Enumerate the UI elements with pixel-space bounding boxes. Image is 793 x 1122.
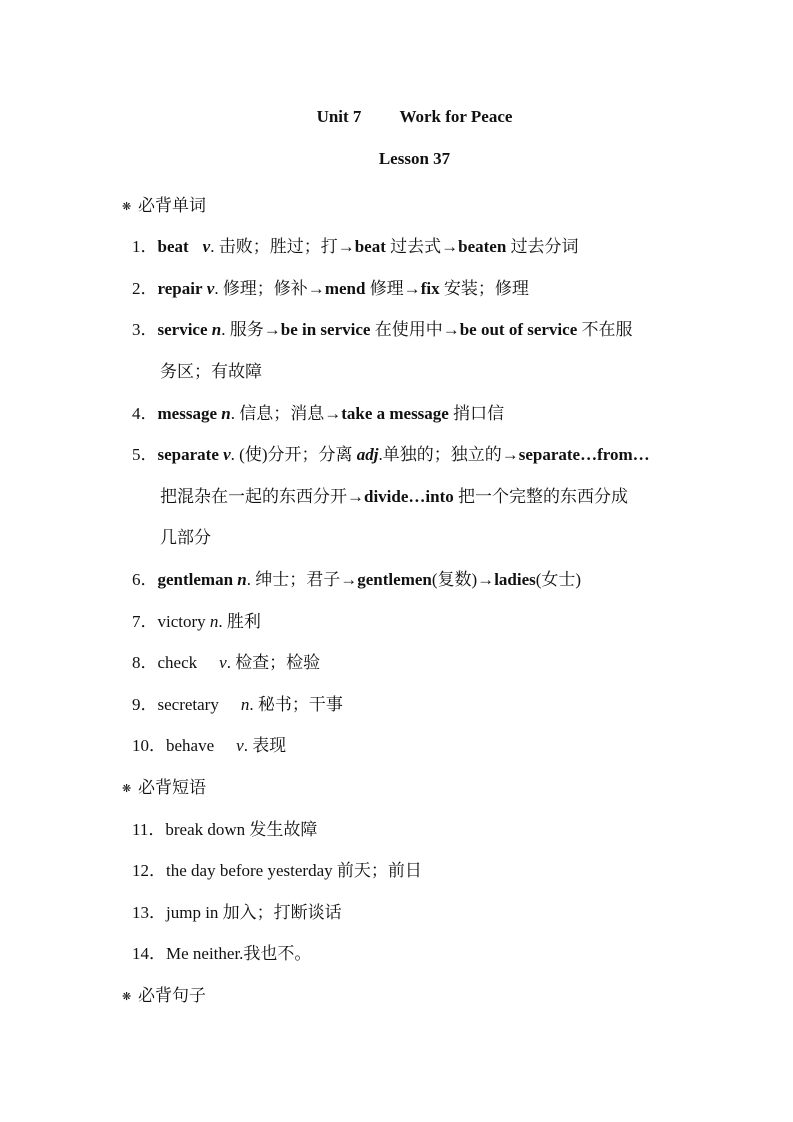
part-of-speech: v	[236, 736, 244, 755]
vocab-item-service-continued: 务区；有故障	[160, 362, 262, 381]
vocab-definition: . 秘书；干事	[249, 695, 343, 714]
item-number: 10．	[132, 736, 166, 755]
phrase-item	[132, 898, 342, 923]
unit-number: Unit 7	[316, 107, 362, 126]
vocab-form: separate…from…	[518, 445, 650, 464]
vocab-term: gentleman	[157, 570, 234, 589]
vocab-item-service	[132, 315, 633, 340]
phrase-text: the day before yesterday 前天；前日	[166, 861, 422, 880]
vocab-term: behave	[166, 736, 215, 755]
item-number: 2．	[132, 279, 158, 298]
vocab-definition: . 表现	[243, 736, 287, 755]
part-of-speech: v	[206, 279, 215, 298]
item-number: 3．	[132, 320, 158, 339]
vocab-item-behave	[132, 731, 286, 756]
vocab-form: take a message	[341, 404, 449, 423]
vocab-item-secretary	[132, 690, 343, 715]
vocab-definition: . 修理；修补→	[214, 279, 325, 298]
vocab-definition: . 绅士；君子→	[246, 570, 358, 589]
vocab-definition: . 胜利	[218, 612, 261, 631]
vocab-item-victory	[132, 607, 261, 632]
vocab-term: message	[157, 404, 217, 423]
vocab-form-note: 过去分词	[506, 237, 579, 256]
phrase-item	[132, 815, 317, 840]
vocab-form: fix	[420, 279, 440, 298]
vocab-form-note: 把一个完整的东西分成	[453, 487, 628, 506]
vocab-item-repair	[132, 274, 529, 299]
vocab-form: divide…into	[364, 487, 454, 506]
section-sentences-label: 必背句子	[138, 986, 206, 1005]
item-number: 6．	[132, 570, 158, 589]
phrase-text: break down 发生故障	[165, 820, 318, 839]
item-number: 5．	[132, 445, 158, 464]
part-of-speech: n	[237, 570, 247, 589]
vocab-term: check	[157, 653, 198, 672]
part-of-speech: v	[202, 237, 211, 256]
vocab-term: service	[157, 320, 208, 339]
part-of-speech: v	[219, 653, 227, 672]
vocab-form: ladies	[494, 570, 536, 589]
part-of-speech: n	[240, 695, 250, 714]
section-sentences-heading	[122, 981, 206, 1006]
vocab-item-separate-continued	[160, 482, 628, 507]
vocab-term: victory	[157, 612, 206, 631]
flower-icon: ❋	[122, 783, 132, 795]
vocab-definition: . 信息；消息→	[230, 404, 342, 423]
item-number: 8．	[132, 653, 158, 672]
vocab-item-message	[132, 399, 504, 424]
vocab-term: separate	[157, 445, 219, 464]
part-of-speech: v	[223, 445, 231, 464]
vocab-form: beat	[354, 237, 386, 256]
vocab-form-note: (女士)	[535, 570, 582, 589]
vocab-form: be out of service	[459, 320, 578, 339]
item-number: 12．	[132, 861, 166, 880]
vocab-item-separate-continued-2: 几部分	[160, 528, 211, 547]
vocab-definition: . (使)分开；分离	[230, 445, 357, 464]
vocab-definition: .单独的；独立的→	[378, 445, 519, 464]
vocab-form: beaten	[458, 237, 507, 256]
flower-icon: ❋	[122, 201, 132, 213]
item-number: 7．	[132, 612, 158, 631]
part-of-speech: n	[209, 612, 219, 631]
part-of-speech: n	[221, 404, 231, 423]
vocab-item-check	[132, 648, 320, 673]
part-of-speech: n	[211, 320, 222, 339]
vocab-form: gentlemen	[357, 570, 432, 589]
part-of-speech: adj	[356, 445, 379, 464]
vocab-form: mend	[324, 279, 366, 298]
vocab-term: repair	[157, 279, 203, 298]
flower-icon: ❋	[122, 991, 132, 1003]
lesson-heading: Lesson 37	[378, 149, 451, 168]
vocab-term: secretary	[157, 695, 219, 714]
section-words-heading	[122, 191, 206, 216]
section-phrases-label: 必背短语	[138, 778, 206, 797]
vocab-definition: . 服务→	[221, 320, 281, 339]
vocab-definition: . 检查；检验	[226, 653, 321, 672]
item-number: 14．	[132, 944, 166, 963]
vocab-definition: 把混杂在一起的东西分开→	[160, 487, 364, 506]
item-number: 1．	[132, 237, 158, 256]
item-number: 13．	[132, 903, 166, 922]
item-number: 4．	[132, 404, 158, 423]
vocab-term: beat	[157, 237, 189, 256]
section-phrases-heading	[122, 773, 206, 798]
vocab-item-gentleman	[132, 565, 581, 590]
vocab-definition: . 击败；胜过；打→	[210, 237, 355, 256]
phrase-text: jump in 加入；打断谈话	[166, 903, 342, 922]
vocab-form-note: 不在服	[577, 320, 633, 339]
item-number: 9．	[132, 695, 158, 714]
vocab-form-note: 修理→	[365, 279, 421, 298]
vocab-form-note: 捎口信	[448, 404, 505, 423]
vocab-form-note: (复数)→	[431, 570, 495, 589]
vocab-form-note: 在使用中→	[370, 320, 460, 339]
phrase-item	[132, 939, 311, 964]
vocab-item-beat	[132, 232, 579, 257]
vocab-form-note: 安装；修理	[439, 279, 529, 298]
vocab-form-note: 过去式→	[385, 237, 459, 256]
unit-title: Work for Peace	[399, 107, 513, 126]
phrase-text: Me neither.我也不。	[166, 944, 312, 963]
phrase-item	[132, 856, 422, 881]
vocab-item-separate	[132, 440, 650, 465]
unit-heading	[0, 107, 793, 127]
vocab-form: be in service	[280, 320, 371, 339]
section-words-label: 必背单词	[138, 196, 206, 215]
item-number: 11．	[132, 820, 166, 839]
